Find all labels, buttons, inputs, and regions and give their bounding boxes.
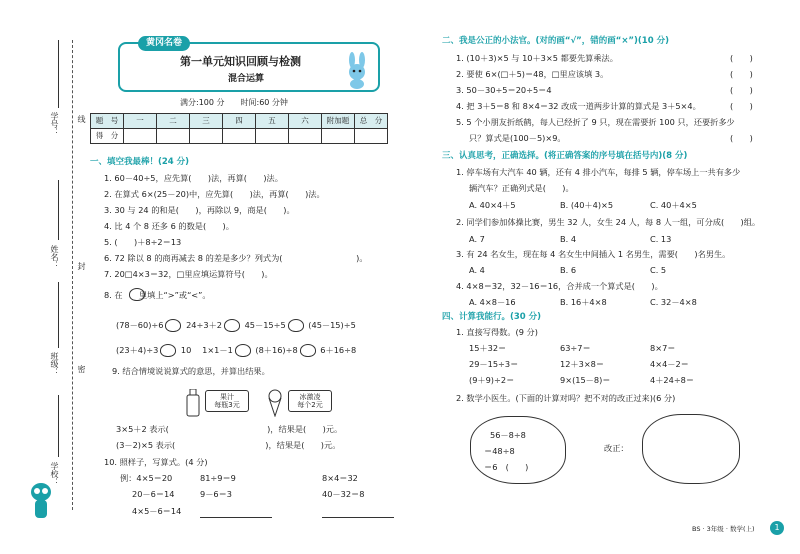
section-1-heading: 一、填空我最棒！(24 分) (90, 157, 190, 167)
score-blank[interactable] (289, 129, 322, 144)
compare-apple-icon (129, 288, 145, 301)
judge-item-4: 4. 把 3＋5＝8 和 8×4＝32 改成一道两步计算的算式是 3＋5×4。 (456, 101, 701, 111)
mascot-icon (26, 478, 56, 524)
compare-row-1 (116, 319, 356, 332)
compare-expr: 45－15÷5 (244, 320, 286, 330)
score-table (90, 113, 388, 144)
choice-option[interactable]: A. 4 (469, 265, 485, 275)
compare-apple-icon[interactable] (235, 344, 251, 357)
compare-apple-icon[interactable] (160, 344, 176, 357)
compare-apple-icon[interactable] (300, 344, 316, 357)
cut-mark-secret: 密 (77, 365, 86, 373)
ice-cream-price-tag: 冰激凌 每个2元 (288, 390, 332, 412)
compare-expr: (78－60)÷6 (116, 320, 164, 330)
compare-apple-icon[interactable] (288, 319, 304, 332)
school-label: 学校： (50, 462, 59, 486)
section-4-heading: 四、计算我能行。(30 分) (442, 312, 542, 322)
footer-text: BS · 3年级 · 数学(上) (692, 525, 755, 533)
question-1-1: 1. 60－40÷5，应先算( )法，再算( )法。 (104, 173, 283, 183)
example-cell: 8×4＝32 (322, 473, 358, 483)
choice-option[interactable]: C. 32－4×8 (650, 297, 697, 307)
example-cell: 例：4×5＝20 (120, 473, 173, 483)
question-1-9-a: 3×5＋2 表示( )，结果是( )元。 (116, 424, 343, 434)
score-blank[interactable] (124, 129, 157, 144)
score-blank[interactable] (355, 129, 388, 144)
question-1-7: 7. 20□4×3＝32，□里应填运算符号( )。 (104, 269, 273, 279)
calc-cell: 8×7＝ (650, 343, 676, 353)
score-cell: 六 (289, 114, 322, 129)
judge-item-1: 1. (10＋3)×5 与 10＋3×5 都要先算乘法。 (456, 53, 618, 63)
compare-apple-icon[interactable] (165, 319, 181, 332)
question-1-9: 9. 结合情境说说算式的意思，并算出结果。 (112, 366, 270, 376)
score-cell: 题 号 (91, 114, 124, 129)
question-1-8: 8. 在 里填上“>”或“<”。 (104, 290, 211, 300)
choice-option[interactable]: A. 4×8－16 (469, 297, 516, 307)
page-title: 第一单元知识回顾与检测 (180, 55, 301, 68)
score-blank[interactable] (223, 129, 256, 144)
calc-title: 1. 直接写得数。(9 分) (456, 327, 538, 337)
example-cell: 81÷9＝9 (200, 473, 236, 483)
choice-option[interactable]: B. (40＋4)×5 (560, 200, 614, 210)
compare-row-2 (116, 344, 356, 357)
correction-cloud[interactable] (642, 414, 740, 484)
compare-expr: 1×1－1 (202, 345, 233, 355)
compare-expr: 10 (180, 345, 192, 355)
calc-cell: (9＋9)÷2＝ (469, 375, 515, 385)
score-cell: 五 (256, 114, 289, 129)
judge-item-2: 2. 要使 6×(□＋5)＝48，□里应该填 3。 (456, 69, 609, 79)
juice-bottle-icon (186, 389, 200, 417)
choice-q4: 4. 4×8＝32，32－16＝16，合并成一个算式是( )。 (456, 281, 663, 291)
judge-item-5-cont: 只？算式是(100－5)×9。 (469, 133, 566, 143)
question-1-9-b: (3－2)×5 表示( )，结果是( )元。 (116, 440, 341, 450)
score-info: 满分:100 分 时间:60 分钟 (180, 98, 288, 107)
choice-option[interactable]: B. 4 (560, 234, 577, 244)
question-1-10: 10. 照样子，写算式。(4 分) (104, 457, 208, 467)
judge-answer-paren[interactable]: ( ) (730, 53, 753, 63)
calc-cell: 12＋3×8＝ (560, 359, 605, 369)
question-1-5: 5. ( )＋8÷2＝13 (104, 237, 182, 247)
choice-option[interactable]: B. 16＋4×8 (560, 297, 607, 307)
choice-q3: 3. 有 24 名女生，现在每 4 名女生中间插入 1 名男生，需要( )名男生。 (456, 249, 731, 259)
section-2-heading: 二、我是公正的小法官。(对的画“√”，错的画“×”)(10 分) (442, 36, 669, 46)
judge-item-3: 3. 50－30÷5＝20÷5＝4 (456, 85, 552, 95)
calc-cell: 63÷7＝ (560, 343, 591, 353)
calc-cell: 15＋32＝ (469, 343, 507, 353)
judge-answer-paren[interactable]: ( ) (730, 85, 753, 95)
score-cell: 三 (190, 114, 223, 129)
name-label: 姓名： (50, 245, 59, 269)
choice-option[interactable]: B. 6 (560, 265, 577, 275)
compare-expr: 24÷3＋2 (186, 320, 222, 330)
wrong-work-line: 56－8÷8 (490, 430, 526, 440)
cut-mark-line: 线 (77, 115, 86, 123)
choice-option[interactable]: C. 5 (650, 265, 667, 275)
score-cell: 一 (124, 114, 157, 129)
question-1-6: 6. 72 除以 8 的商再减去 8 的差是多少？列式为( )。 (104, 253, 368, 263)
wrong-work-line: ＝6 ( ) (484, 462, 529, 472)
choice-option[interactable]: C. 13 (650, 234, 672, 244)
section-3-heading: 三、认真思考，正确选择。(将正确答案的序号填在括号内)(8 分) (442, 151, 688, 161)
compare-expr: (45－15)÷5 (308, 320, 356, 330)
doctor-title: 2. 数学小医生。(下面的计算对吗？把不对的改正过来)(6 分) (456, 393, 676, 403)
cut-line (72, 40, 73, 510)
student-id-label: 学号： (50, 112, 59, 136)
question-1-4: 4. 比 4 个 8 还多 6 的数是( )。 (104, 221, 234, 231)
score-cell: 四 (223, 114, 256, 129)
compare-expr: (8＋16)÷8 (255, 345, 298, 355)
compare-expr: 6＋16÷8 (320, 345, 357, 355)
judge-answer-paren[interactable]: ( ) (730, 133, 753, 143)
score-cell: 得 分 (91, 129, 124, 144)
choice-option[interactable]: A. 40×4＋5 (469, 200, 516, 210)
score-blank[interactable] (190, 129, 223, 144)
correction-label: 改正： (604, 443, 629, 453)
calc-cell: 4×4－2＝ (650, 359, 689, 369)
juice-price-tag: 果汁 每瓶3元 (205, 390, 249, 412)
score-cell: 总 分 (355, 114, 388, 129)
judge-item-5: 5. 5 个小朋友折纸鹤，每人已经折了 9 只，现在需要折 100 只，还要折多少 (456, 117, 735, 127)
class-label: 班级： (50, 352, 59, 376)
name-line (58, 180, 59, 240)
choice-option[interactable]: A. 7 (469, 234, 485, 244)
example-cell: 40－32＝8 (322, 489, 365, 499)
judge-answer-paren[interactable]: ( ) (730, 101, 753, 111)
cut-mark-seal: 封 (77, 262, 86, 270)
score-blank[interactable] (256, 129, 289, 144)
choice-q2: 2. 同学们参加体操比赛，男生 32 人，女生 24 人，每 8 人一组，可分成( )组。 (456, 217, 761, 227)
page-subtitle: 混合运算 (228, 74, 265, 84)
choice-q1: 1. 停车场有大汽车 40 辆，还有 4 排小汽车，每排 5 辆，停车场上一共有多少 (456, 167, 741, 177)
compare-expr: (23＋4)÷3 (116, 345, 159, 355)
brand-logo: 黄冈名卷 (138, 36, 190, 51)
example-cell: 4×5－6＝14 (132, 506, 182, 516)
school-line (58, 395, 59, 457)
compare-apple-icon[interactable] (224, 319, 240, 332)
page-number: 1 (770, 521, 784, 535)
choice-option[interactable]: C. 40＋4×5 (650, 200, 697, 210)
score-cell: 二 (157, 114, 190, 129)
question-1-3: 3. 30 与 24 的和是( )，再除以 9，商是( )。 (104, 205, 295, 215)
rabbit-mascot-icon (342, 52, 372, 90)
score-blank[interactable] (157, 129, 190, 144)
student-id-line (58, 40, 59, 108)
judge-answer-paren[interactable]: ( ) (730, 69, 753, 79)
example-cell: 20－6＝14 (132, 489, 175, 499)
calc-cell: 29－15÷3＝ (469, 359, 519, 369)
score-cell: 附加题 (322, 114, 355, 129)
wrong-work-line: ＝48÷8 (484, 446, 515, 456)
answer-line[interactable] (322, 517, 394, 518)
answer-line[interactable] (200, 517, 272, 518)
calc-cell: 9×(15－8)＝ (560, 375, 611, 385)
class-line (58, 282, 59, 348)
score-blank[interactable] (322, 129, 355, 144)
choice-q1-cont: 辆汽车？正确列式是( )。 (469, 183, 574, 193)
question-1-2: 2. 在算式 6×(25－20)中，应先算( )法，再算( )法。 (104, 189, 325, 199)
example-cell: 9－6＝3 (200, 489, 233, 499)
ice-cream-icon (268, 389, 282, 417)
calc-cell: 4＋24÷8＝ (650, 375, 695, 385)
